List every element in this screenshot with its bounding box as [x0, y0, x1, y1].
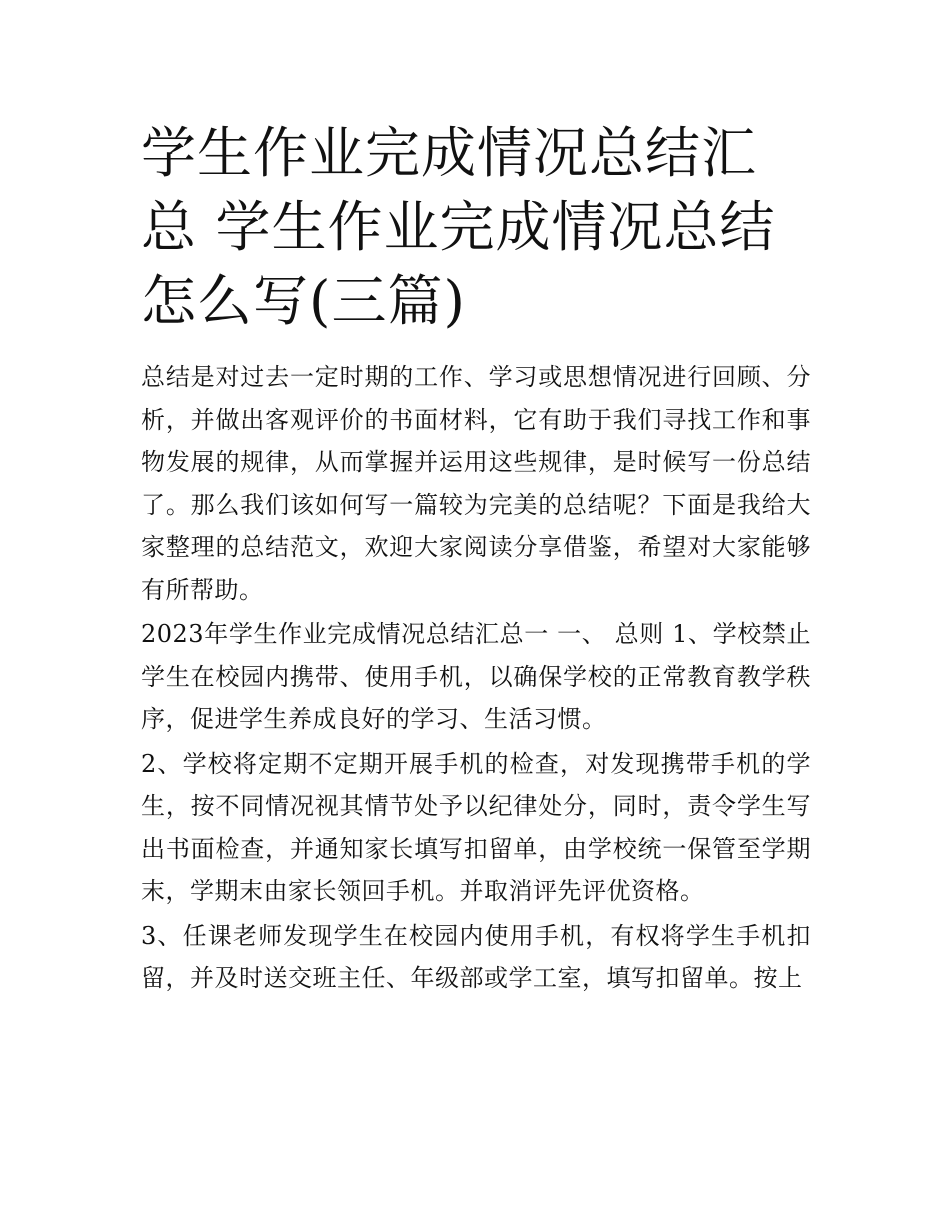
document-title: 学生作业完成情况总结汇总 学生作业完成情况总结怎么写(三篇) — [141, 121, 776, 333]
rule-paragraph-3: 3、任课老师发现学生在校园内使用手机，有权将学生手机扣留，并及时送交班主任、年级部或学工室，填写扣留单。按上 — [141, 921, 811, 992]
document-page — [141, 116, 811, 1002]
rule-paragraph-2: 2、学校将定期不定期开展手机的检查，对发现携带手机的学生，按不同情况视其情节处予以纪律处分，同时，责令学生写出书面检查，并通知家长填写扣留单，由学校统一保管至学期末，学期末由家长领回手机。并取消评先评优资格。 — [141, 749, 811, 905]
intro-paragraph: 总结是对过去一定时期的工作、学习或思想情况进行回顾、分析，并做出客观评价的书面材料，它有助于我们寻找工作和事物发展的规律，从而掌握并运用这些规律，是时候写一份总结了。那么我们该如何写一篇较为完美的总结呢？下面是我给大家整理的总结范文，欢迎大家阅读分享借鉴，希望对大家能够有所帮助。 — [141, 363, 811, 604]
rule-paragraph-1: 2023年学生作业完成情况总结汇总一 一、 总则 1、学校禁止学生在校园内携带、使用手机，以确保学校的正常教育教学秩序，促进学生养成良好的学习、生活习惯。 — [141, 620, 811, 733]
